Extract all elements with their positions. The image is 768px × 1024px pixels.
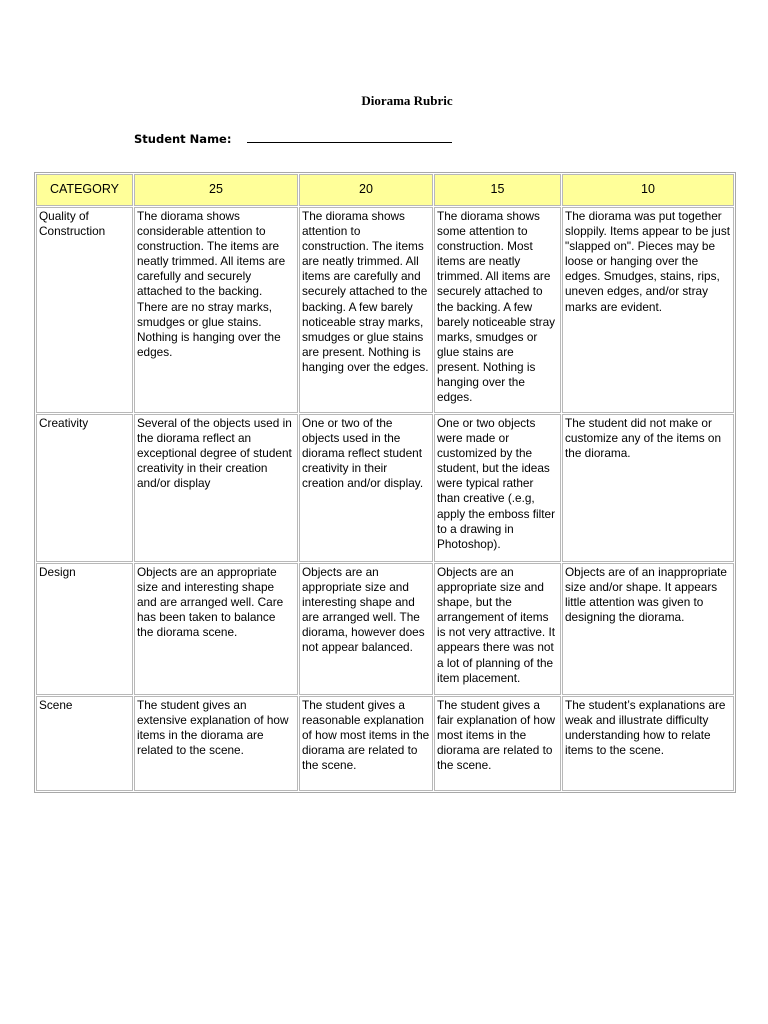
student-name-blank[interactable] bbox=[247, 129, 452, 143]
criteria-cell: Objects are an appropriate size and interesting shape and are arranged well. The diorama, however does not appear balanced. bbox=[299, 563, 433, 695]
rubric-table bbox=[34, 172, 736, 793]
criteria-cell: The student gives a fair explanation of how most items in the diorama are related to the scene. bbox=[434, 696, 561, 791]
criteria-cell: Objects are an appropriate size and interesting shape and are arranged well. Care has been taken to balance the diorama scene. bbox=[134, 563, 298, 695]
criteria-cell: The student’s explanations are weak and illustrate difficulty understanding how to relate items to the scene. bbox=[562, 696, 734, 791]
page-title: Diorama Rubric bbox=[361, 93, 453, 108]
row-category: Design bbox=[36, 563, 133, 695]
student-name-row bbox=[134, 129, 452, 146]
criteria-cell: Several of the objects used in the diorama reflect an exceptional degree of student creativity in their creation and/or display bbox=[134, 414, 298, 562]
rubric-header-row bbox=[36, 174, 734, 206]
criteria-cell: Objects are of an inappropriate size and/or shape. It appears little attention was given to designing the diorama. bbox=[562, 563, 734, 695]
student-name-label: Student Name: bbox=[134, 132, 232, 146]
criteria-cell: The student gives an extensive explanation of how items in the diorama are related to the scene. bbox=[134, 696, 298, 791]
criteria-cell: The diorama was put together sloppily. Items appear to be just "slapped on". Pieces may be loose or hanging over the edges. Smudges, stains, rips, uneven edges, and/or stray marks are evident. bbox=[562, 207, 734, 413]
criteria-cell: The student did not make or customize any of the items on the diorama. bbox=[562, 414, 734, 562]
rubric-row-design bbox=[36, 563, 734, 695]
criteria-cell: The diorama shows considerable attention to construction. The items are neatly trimmed. All items are carefully and securely attached to the backing. There are no stray marks, smudges or glue stains. Nothing is hanging over the edges. bbox=[134, 207, 298, 413]
row-category: Scene bbox=[36, 696, 133, 791]
rubric-row-quality-of-construction bbox=[36, 207, 734, 413]
header-level-20: 20 bbox=[299, 174, 433, 206]
rubric-row-creativity bbox=[36, 414, 734, 562]
row-category: Quality of Construction bbox=[36, 207, 133, 413]
header-category: CATEGORY bbox=[36, 174, 133, 206]
header-level-10: 10 bbox=[562, 174, 734, 206]
header-level-15: 15 bbox=[434, 174, 561, 206]
row-category: Creativity bbox=[36, 414, 133, 562]
criteria-cell: Objects are an appropriate size and shape, but the arrangement of items is not very attractive. It appears there was not a lot of planning of the item placement. bbox=[434, 563, 561, 695]
criteria-cell: One or two objects were made or customized by the student, but the ideas were typical rather than creative (.e.g, apply the emboss filter to a drawing in Photoshop). bbox=[434, 414, 561, 562]
criteria-cell: One or two of the objects used in the diorama reflect student creativity in their creation and/or display. bbox=[299, 414, 433, 562]
header-level-25: 25 bbox=[134, 174, 298, 206]
rubric-row-scene bbox=[36, 696, 734, 791]
criteria-cell: The diorama shows attention to construction. The items are neatly trimmed. All items are carefully and securely attached to the backing. A few barely noticeable stray marks, smudges or glue stains are present. Nothing is hanging over the edges. bbox=[299, 207, 433, 413]
criteria-cell: The diorama shows some attention to construction. Most items are neatly trimmed. All items are securely attached to the backing. A few barely noticeable stray marks, smudges or glue stains are present. Nothing is hanging over the edges. bbox=[434, 207, 561, 413]
criteria-cell: The student gives a reasonable explanation of how most items in the diorama are related to the scene. bbox=[299, 696, 433, 791]
